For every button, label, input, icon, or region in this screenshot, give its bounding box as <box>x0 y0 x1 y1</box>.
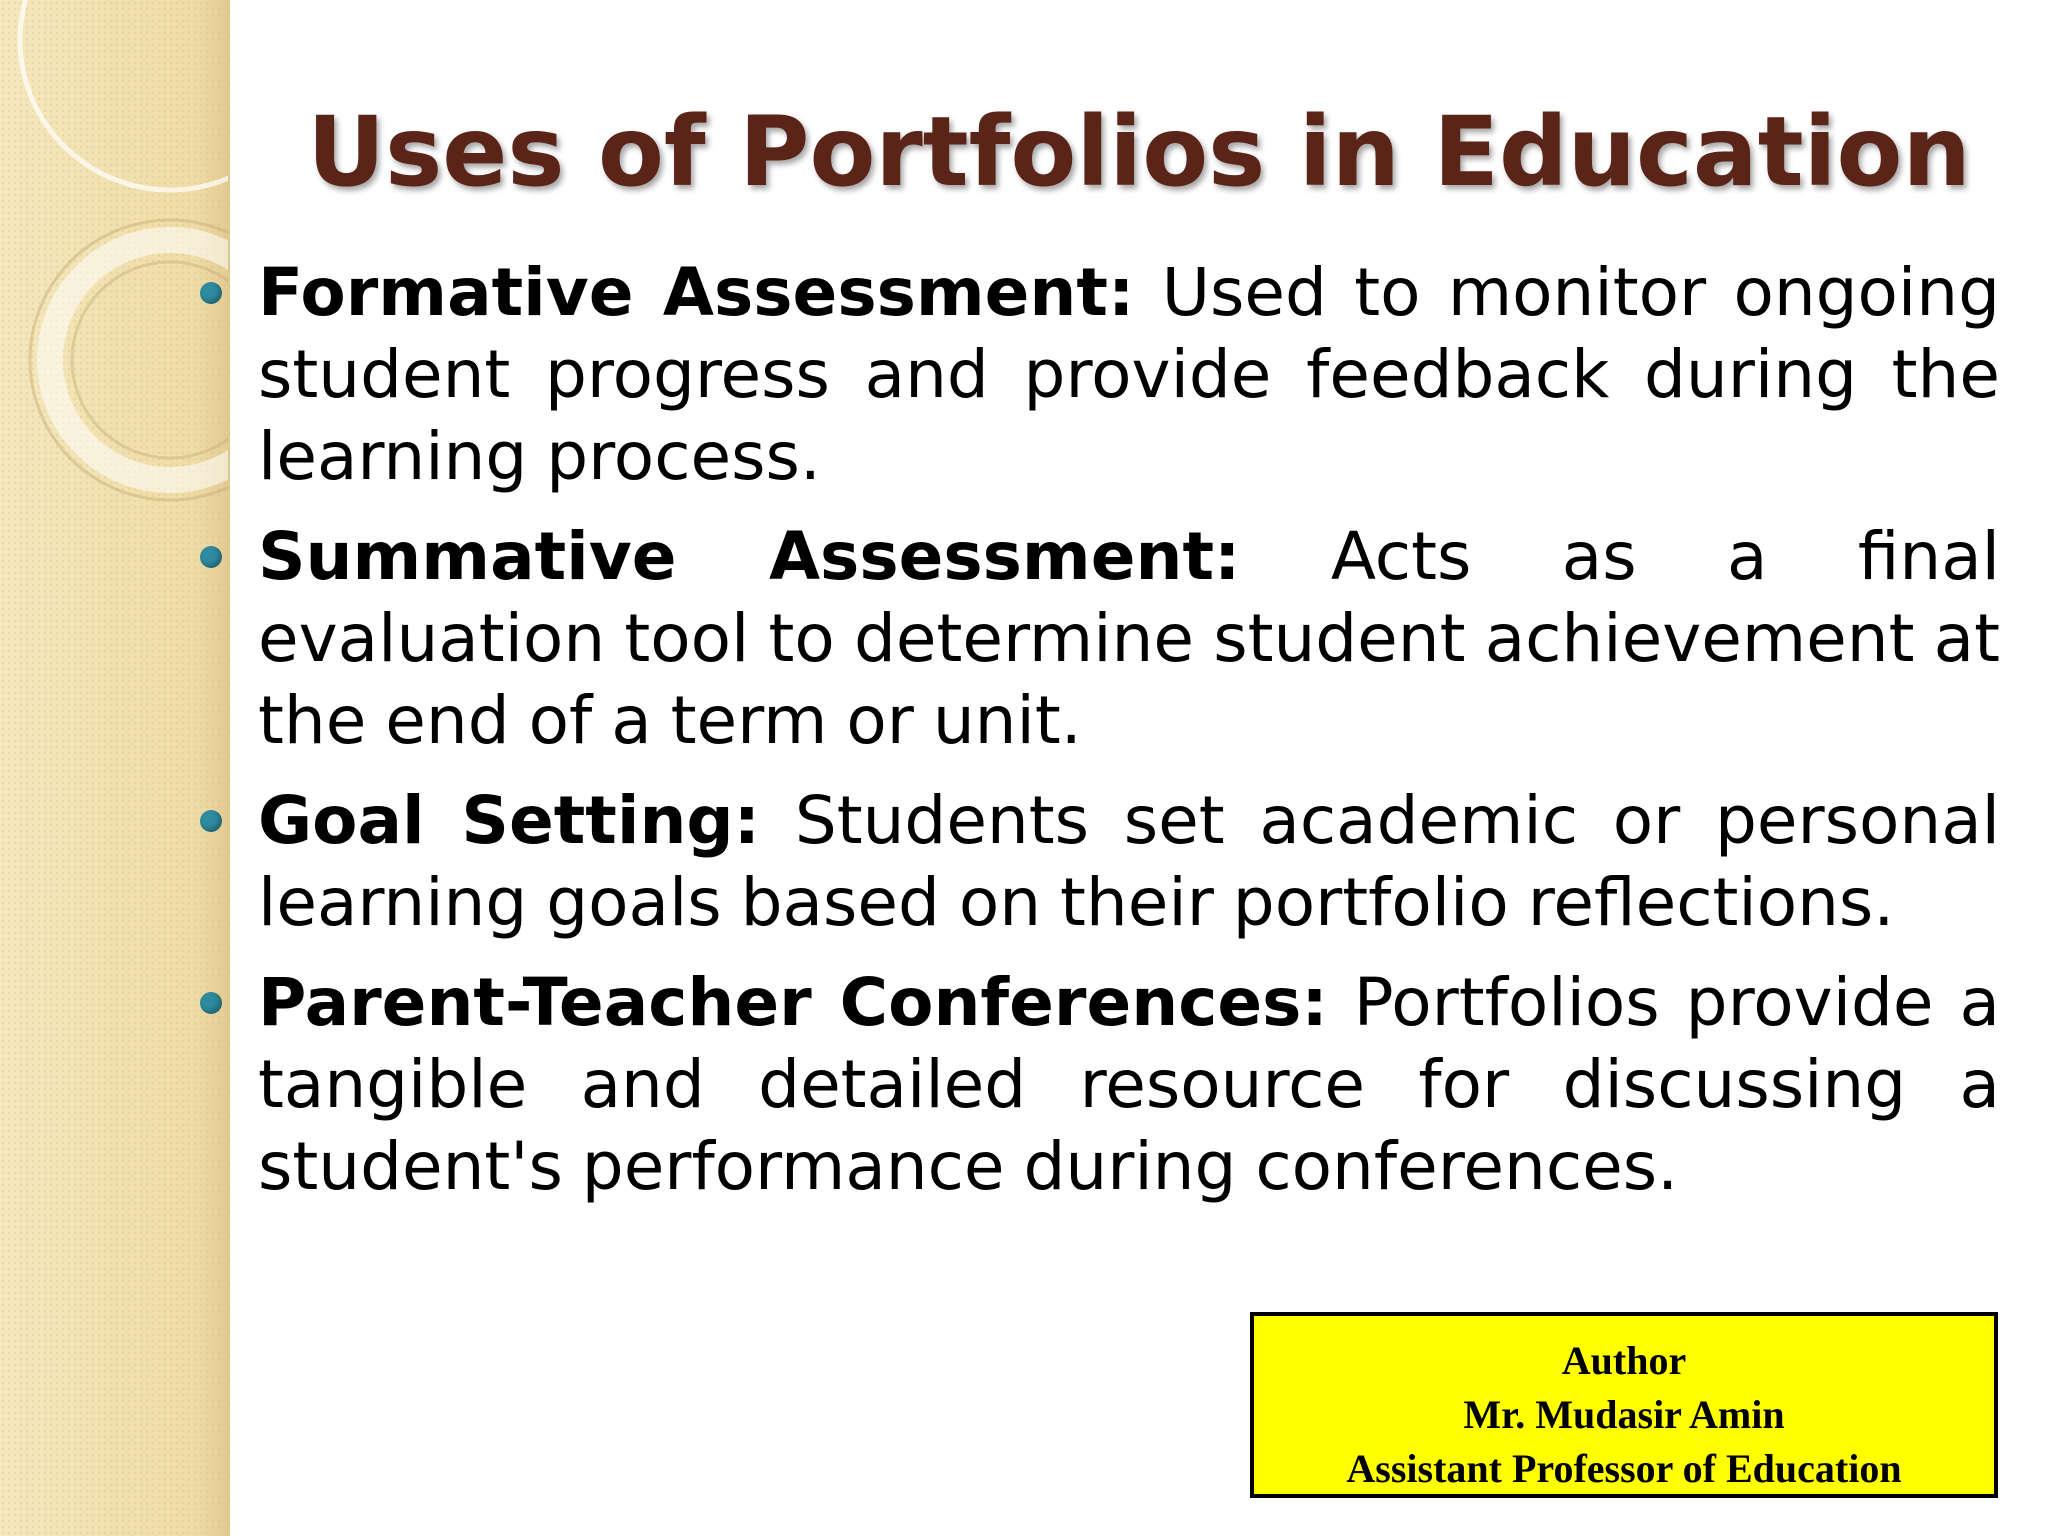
bullet-term: Summative Assessment: <box>258 518 1241 595</box>
bullet-text: Students set academic or personal learning goals based on their portfolio reflections. <box>258 782 2001 941</box>
bullet-item-formative-assessment <box>258 252 2000 498</box>
bullet-list <box>258 252 2000 1226</box>
bullet-item-goal-setting <box>258 780 2000 944</box>
author-name: Mr. Mudasir Amin <box>1463 1392 1785 1437</box>
author-heading: Author <box>1561 1338 1687 1383</box>
decorative-rings-icon <box>0 0 228 520</box>
bullet-term: Parent-Teacher Conferences: <box>258 964 1328 1041</box>
author-box <box>1250 1312 1998 1498</box>
bullet-dot-icon <box>200 992 222 1014</box>
bullet-text: Portfolios provide a tangible and detailed resource for discussing a student's performance during conferences. <box>258 964 2000 1205</box>
slide-title: Uses of Portfolios in Education <box>307 96 1971 208</box>
bullet-term: Formative Assessment: <box>258 254 1135 331</box>
bullet-dot-icon <box>200 546 222 568</box>
bullet-dot-icon <box>200 810 222 832</box>
decorative-side-panel <box>0 0 230 1536</box>
bullet-term: Goal Setting: <box>258 782 761 859</box>
bullet-item-parent-teacher-conferences <box>258 962 2000 1208</box>
bullet-item-summative-assessment <box>258 516 2000 762</box>
bullet-dot-icon <box>200 282 222 304</box>
bullet-text: Used to monitor ongoing student progress and provide feedback during the learning process. <box>258 254 2000 495</box>
author-role: Assistant Professor of Education <box>1346 1446 1902 1491</box>
bullet-text: Acts as a final evaluation tool to determine student achievement at the end of a term or unit. <box>258 518 2001 759</box>
